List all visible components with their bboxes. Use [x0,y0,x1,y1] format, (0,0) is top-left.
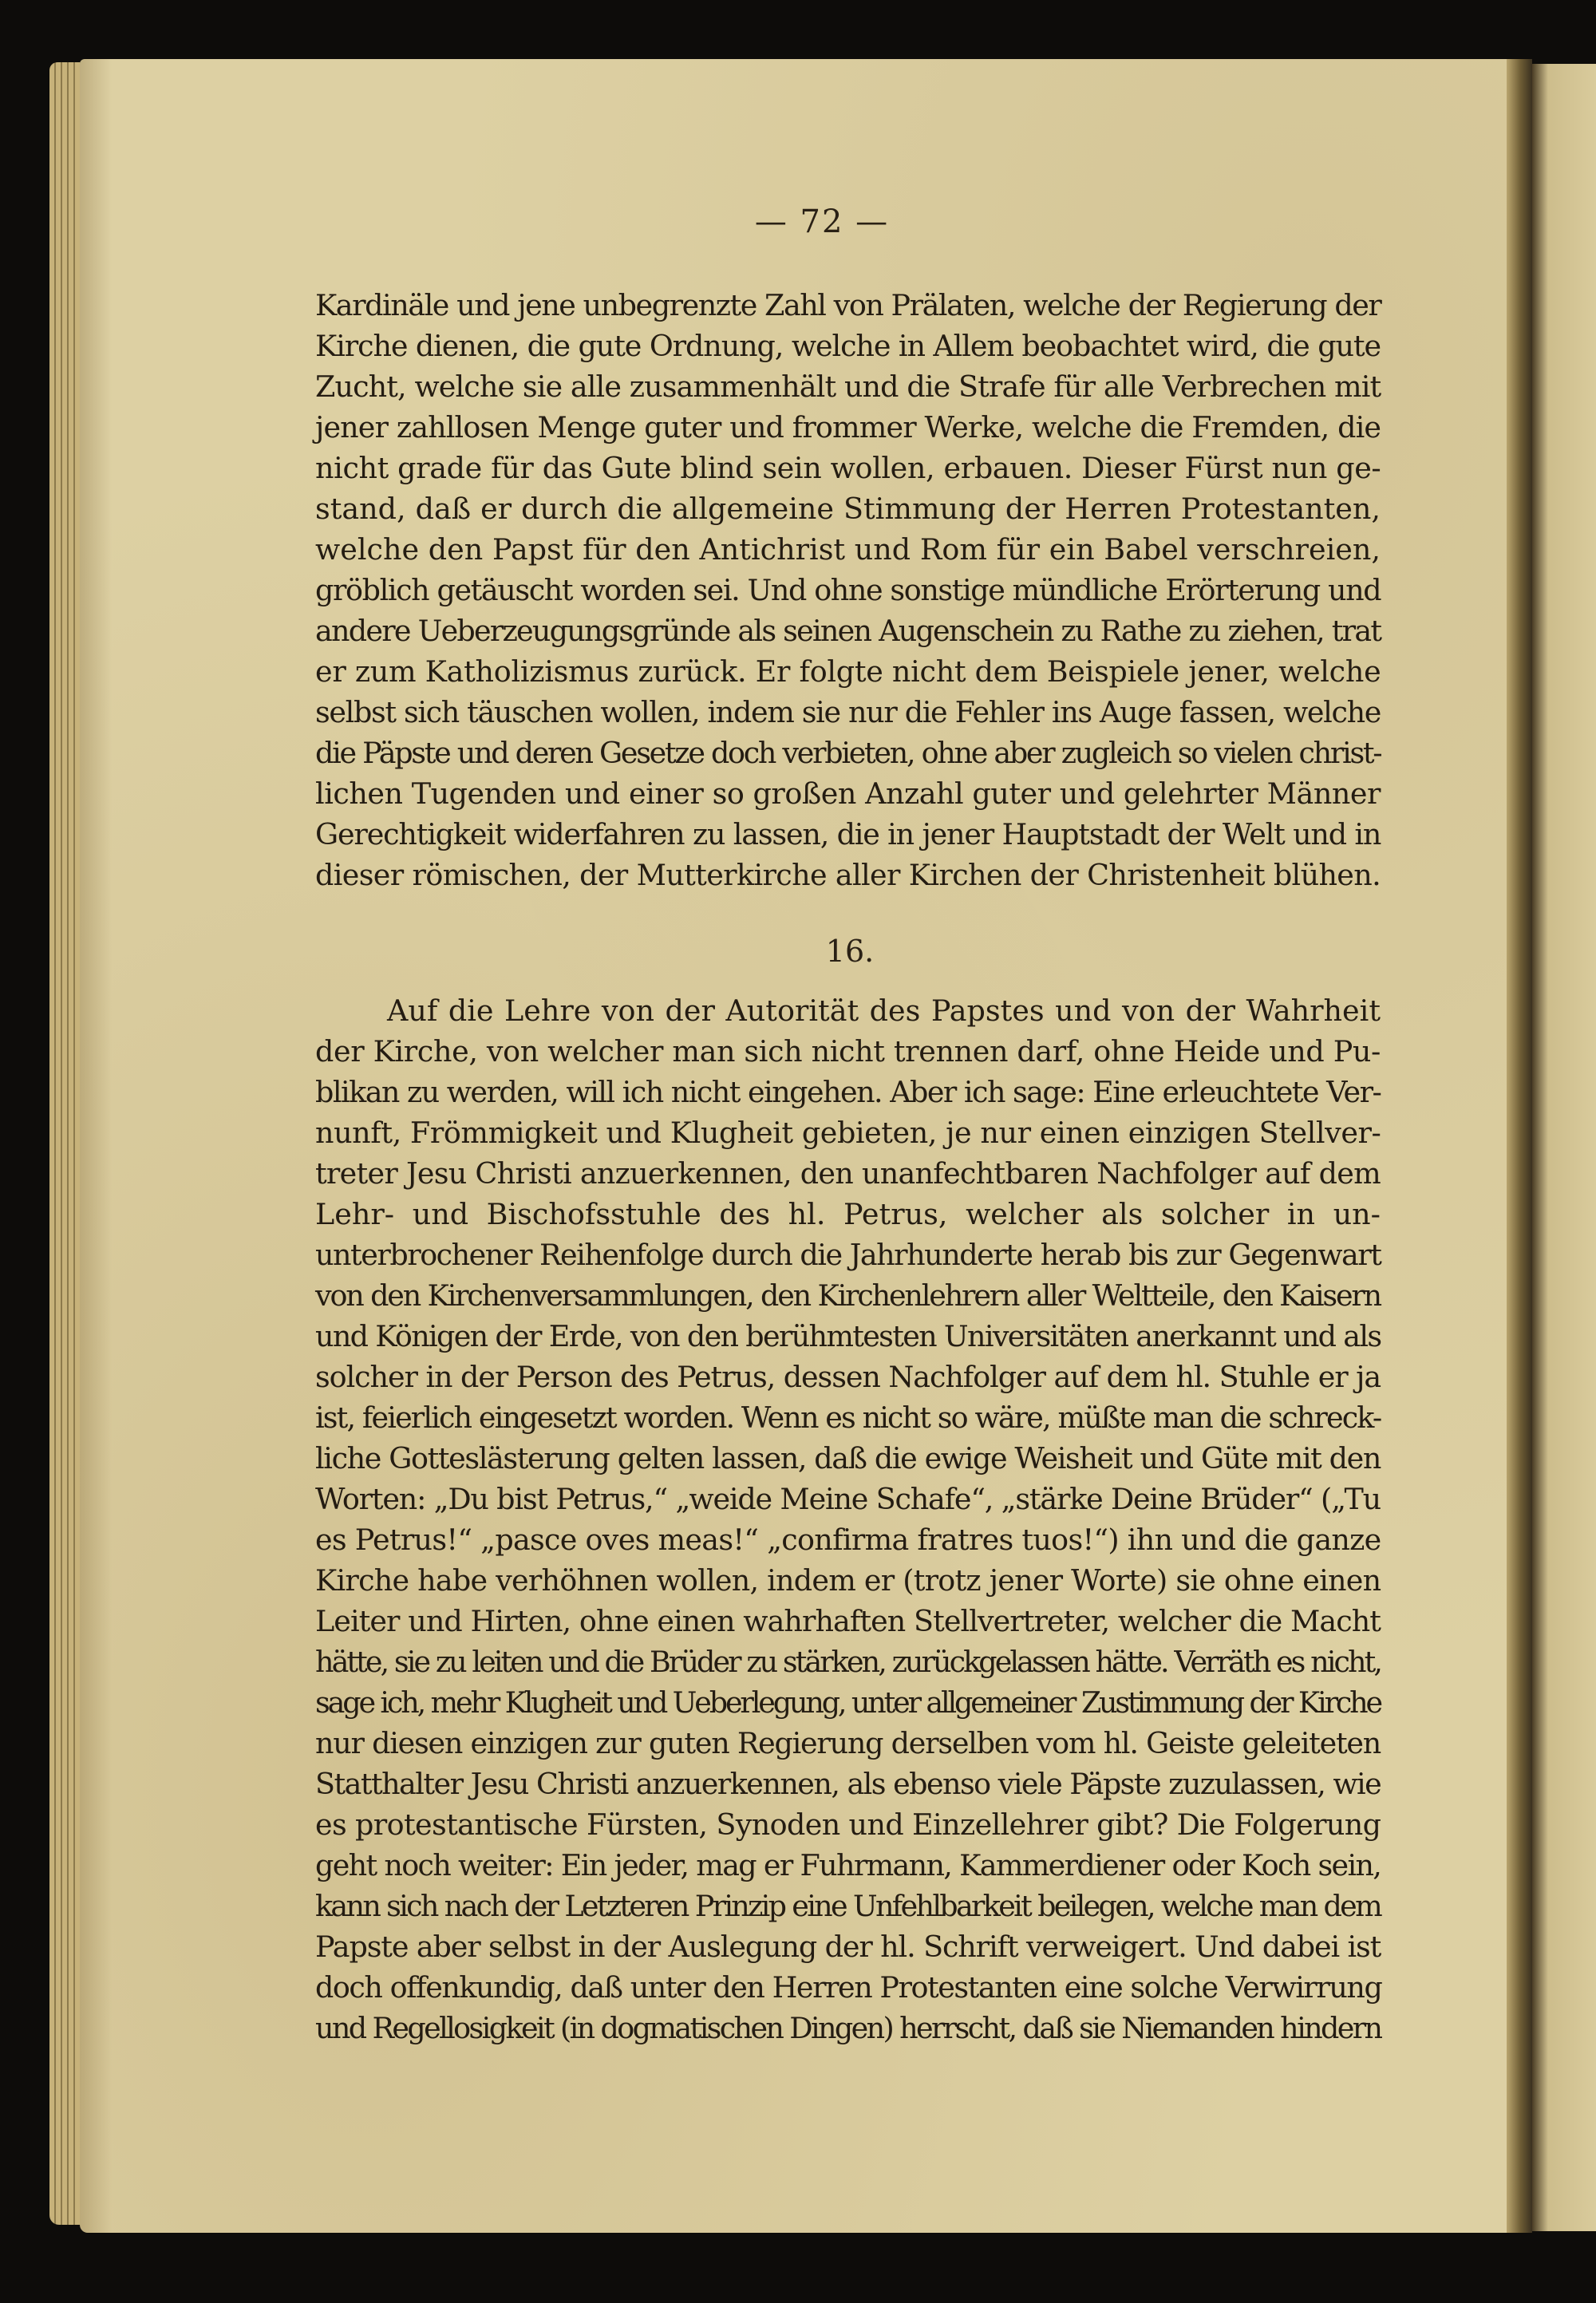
text-line: Worten: „Du bist Petrus,“ „weide Meine Schafe“, „stärke Deine Brüder“ („Tu [315,1482,1381,1516]
text-line: lichen Tugenden und einer so großen Anzahl guter und gelehrter Männer [315,776,1381,811]
text-line: Kirche habe verhöhnen wollen, indem er (trotz jener Worte) sie ohne einen [315,1563,1381,1598]
text-line: Gerechtigkeit widerfahren zu lassen, die in jener Hauptstadt der Welt und in [315,817,1381,851]
next-page-edge [1532,64,1596,2231]
text-line: Kirche dienen, die gute Ordnung, welche in Allem beobachtet wird, die gute [315,329,1381,363]
paragraph-2 [315,990,1381,2048]
text-line: nicht grade für das Gute blind sein wollen, erbauen. Dieser Fürst nun ge- [315,451,1381,485]
text-line: die Päpste und deren Gesetze doch verbieten, ohne aber zugleich so vielen christ- [315,736,1381,770]
text-line: welche den Papst für den Antichrist und Rom für ein Babel verschreien, [315,532,1381,567]
text-line: Auf die Lehre von der Autorität des Papstes und von der Wahrheit [387,993,1381,1028]
text-line: liche Gotteslästerung gelten lassen, daß die ewige Weisheit und Güte mit den [315,1441,1381,1475]
text-line: ist, feierlich eingesetzt worden. Wenn es nicht so wäre, müßte man die schreck- [315,1400,1381,1435]
paragraph-1 [315,285,1381,895]
text-line: nunft, Frömmigkeit und Klugheit gebieten, je nur einen einzigen Stellver- [315,1116,1381,1150]
text-line: solcher in der Person des Petrus, dessen Nachfolger auf dem hl. Stuhle er ja [315,1360,1381,1394]
text-line: sage ich, mehr Klugheit und Ueberlegung, unter allgemeiner Zustimmung der Kirche [315,1685,1381,1720]
text-line: und Königen der Erde, von den berühmtesten Universitäten anerkannt und als [315,1319,1381,1353]
text-line: der Kirche, von welcher man sich nicht trennen darf, ohne Heide und Pu- [315,1034,1381,1069]
text-line: und Regellosigkeit (in dogmatischen Dingen) herrscht, daß sie Niemanden hindern [315,2011,1381,2045]
text-line: selbst sich täuschen wollen, indem sie nur die Fehler ins Auge fassen, welche [315,695,1381,729]
text-line: stand, daß er durch die allgemeine Stimmung der Herren Protestanten, [315,492,1381,526]
text-line: Papste aber selbst in der Auslegung der hl. Schrift verweigert. Und dabei ist [315,1930,1381,1964]
text-line: Leiter und Hirten, ohne einen wahrhaften Stellvertreter, welcher die Macht [315,1604,1381,1638]
text-line: nur diesen einzigen zur guten Regierung derselben vom hl. Geiste geleiteten [315,1726,1381,1760]
book-gutter [1507,59,1532,2233]
text-line: Kardinäle und jene unbegrenzte Zahl von Prälaten, welche der Regierung der [315,288,1381,322]
text-line: andere Ueberzeugungsgründe als seinen Augenschein zu Rathe zu ziehen, trat [315,614,1381,648]
text-line: es protestantische Fürsten, Synoden und Einzellehrer gibt? Die Folgerung [315,1807,1381,1842]
text-line: gröblich getäuscht worden sei. Und ohne sonstige mündliche Erörterung und [315,573,1381,607]
text-line: hätte, sie zu leiten und die Brüder zu stärken, zurückgelassen hätte. Verräth es nicht, [315,1645,1381,1679]
section-number: 16. [825,934,875,969]
text-line: Zucht, welche sie alle zusammenhält und die Strafe für alle Verbrechen mit [315,369,1381,404]
page-number: — 72 — [754,203,890,240]
text-line: jener zahllosen Menge guter und frommer Werke, welche die Fremden, die [315,410,1381,444]
text-line: dieser römischen, der Mutterkirche aller Kirchen der Christenheit blühen. [315,858,1381,892]
text-line: Lehr- und Bischofsstuhle des hl. Petrus, welcher als solcher in un- [315,1197,1381,1231]
text-line: Statthalter Jesu Christi anzuerkennen, als ebenso viele Päpste zuzulassen, wie [315,1767,1381,1801]
text-line: doch offenkundig, daß unter den Herren Protestanten eine solche Verwirrung [315,1970,1382,2005]
text-line: kann sich nach der Letzteren Prinzip eine Unfehlbarkeit beilegen, welche man dem [315,1889,1381,1923]
text-line: es Petrus!“ „pasce oves meas!“ „confirma fratres tuos!“) ihn und die ganze [315,1523,1381,1557]
text-line: unterbrochener Reihenfolge durch die Jahrhunderte herab bis zur Gegenwart [315,1238,1381,1272]
text-line: blikan zu werden, will ich nicht eingehen. Aber ich sage: Eine erleuchtete Ver- [315,1075,1381,1109]
text-line: treter Jesu Christi anzuerkennen, den unanfechtbaren Nachfolger auf dem [315,1156,1381,1191]
text-line: er zum Katholizismus zurück. Er folgte nicht dem Beispiele jener, welche [315,654,1381,689]
text-line: von den Kirchenversammlungen, den Kirchenlehrern aller Weltteile, den Kaisern [315,1278,1381,1313]
text-line: geht noch weiter: Ein jeder, mag er Fuhrmann, Kammerdiener oder Koch sein, [315,1848,1381,1882]
